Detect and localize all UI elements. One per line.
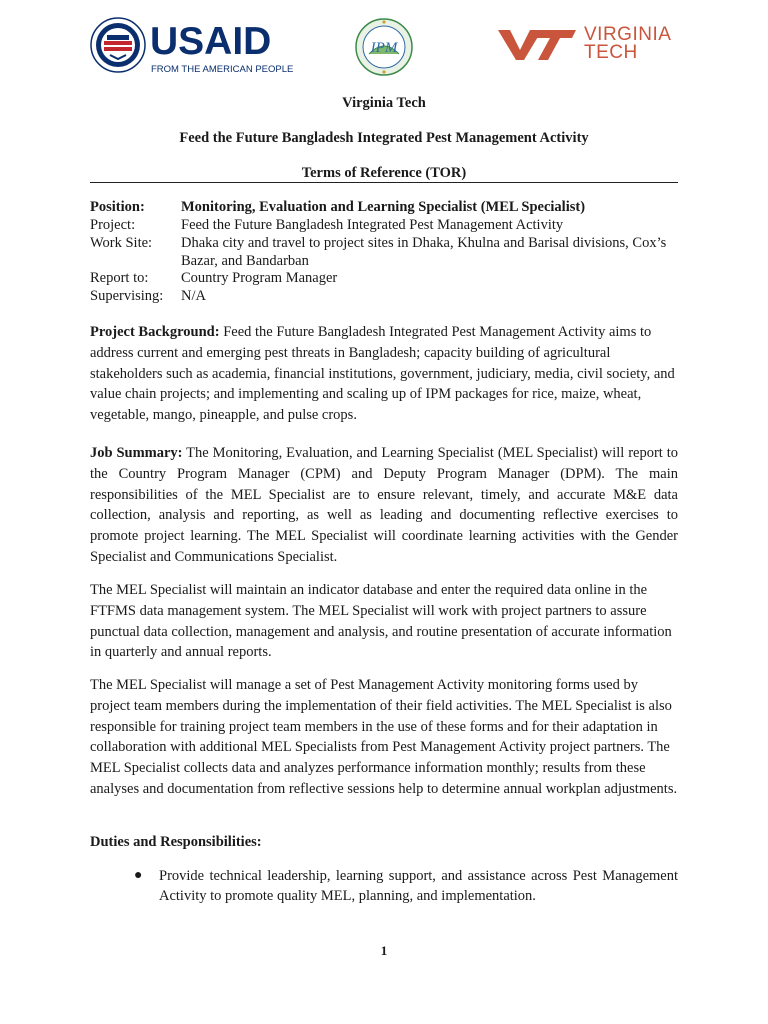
usaid-wordmark: USAID: [150, 20, 272, 63]
project-background-paragraph: [90, 322, 678, 426]
title-divider: [90, 182, 678, 183]
ipm-logo-icon: [355, 18, 413, 76]
project-row: [90, 217, 678, 235]
monitoring-forms-paragraph: The MEL Specialist will manage a set of Pest Management Activity monitoring forms used by project team members during the implementation of their field activities. The MEL Specialist is also responsible for training project team members in the use of these forms and for their adaptation in collaboration with additional MEL Specialists from Pest Management Activity project partners. The MEL Specialist collects data and analyzes performance information monthly; results from these analyses and documentation from reflective sessions help to determine annual workplan adjustments.: [90, 677, 678, 797]
job-summary-text: The Monitoring, Evaluation, and Learning Specialist (MEL Specialist) will report to the Country Program Manager (CPM) and Deputy Program Manager (DPM). The main responsibilities of the MEL Specialist are to ensure relevant, timely, and accurate M&E data collection, analysis and reporting, as well as leading and documenting reflective exercises to promote project learning. The MEL Specialist will coordinate learning activities with the Gender Specialist and Communications Specialist.: [90, 445, 678, 565]
supervising-value: N/A: [181, 288, 206, 304]
svg-text:IPM: IPM: [370, 40, 398, 56]
work-site-row: [90, 235, 678, 271]
usaid-seal-icon: [90, 17, 146, 73]
vt-word-line1: VIRGINIA: [584, 24, 672, 45]
project-value: Feed the Future Bangladesh Integrated Pest Management Activity: [181, 217, 564, 233]
report-to-row: [90, 270, 678, 288]
project-label: Project:: [90, 217, 136, 233]
duty-item-text: Provide technical leadership, learning support, and assistance across Pest Management Activity to promote quality MEL, planning, and implementation.: [159, 868, 678, 904]
bullet-icon: ●: [134, 868, 143, 883]
project-background-label: Project Background:: [90, 324, 220, 340]
vt-word-line2: TECH: [584, 42, 638, 63]
job-summary-paragraph: [90, 443, 678, 568]
vt-monogram-icon: [496, 28, 578, 62]
project-background-text: Feed the Future Bangladesh Integrated Pest Management Activity aims to address current and emerging pest threats in Bangladesh; capacity building of agricultural stakeholders such as academia, financial institutions, government, judiciary, media, civil society, and value chain projects; and implementing and scaling up of IPM packages for rice, maize, wheat, vegetable, mango, pineapple, and pulse crops.: [90, 324, 675, 424]
usaid-tagline: FROM THE AMERICAN PEOPLE: [151, 64, 294, 75]
document-type-title: Terms of Reference (TOR): [301, 165, 467, 181]
report-to-value: Country Program Manager: [181, 270, 338, 286]
supervising-row: [90, 288, 678, 306]
work-site-label: Work Site:: [90, 235, 153, 251]
organization-title: Virginia Tech: [342, 95, 426, 111]
supervising-label: Supervising:: [90, 288, 164, 304]
virginia-tech-logo: [496, 26, 686, 66]
position-value: Monitoring, Evaluation and Learning Specialist (MEL Specialist): [181, 199, 586, 215]
page-number: 1: [380, 943, 388, 958]
duty-list-item: [90, 866, 678, 906]
position-label: Position:: [90, 199, 145, 215]
duties-heading: Duties and Responsibilities:: [90, 834, 262, 850]
work-site-value: Dhaka city and travel to project sites in Dhaka, Khulna and Barisal divisions, Cox’s Bazar, and Bandarban: [181, 235, 667, 269]
usaid-logo: [90, 17, 294, 75]
virginia-tech-wordmark: [584, 26, 671, 62]
position-row: [90, 199, 678, 217]
activity-title: Feed the Future Bangladesh Integrated Pest Management Activity: [179, 130, 589, 146]
report-to-label: Report to:: [90, 270, 149, 286]
indicator-database-paragraph: The MEL Specialist will maintain an indicator database and enter the required data online in the FTFMS data management system. The MEL Specialist will work with project partners to assure punctual data collection, management and analysis, and routine presentation of accurate information in quarterly and annual reports.: [90, 582, 672, 661]
job-summary-label: Job Summary:: [90, 445, 183, 461]
